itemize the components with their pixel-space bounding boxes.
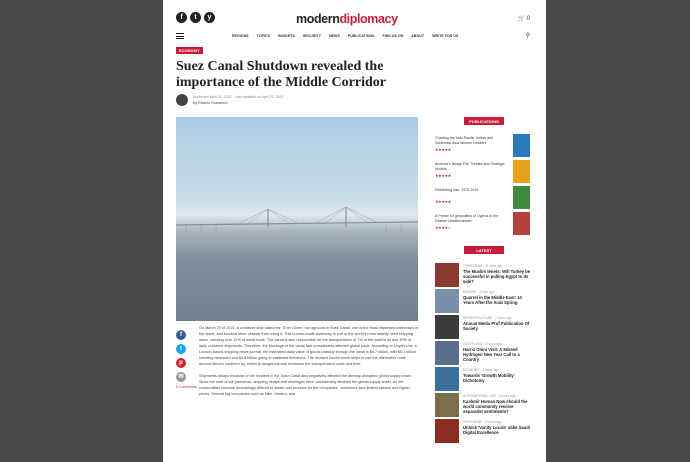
rating-stars: ★★★★★ (435, 173, 451, 178)
publication-title: Charting the Indo-Pacific: Indian and Southeast Asia Women Leaders (435, 136, 494, 145)
latest-title[interactable]: Towards 'Growth Mobility' Dichotomy (463, 373, 515, 383)
latest-thumbnail[interactable] (435, 341, 459, 365)
nav-item[interactable]: REGIONS (232, 34, 249, 38)
latest-thumbnail[interactable] (435, 315, 459, 339)
rating-stars: ★★★★☆ (435, 225, 451, 230)
latest-section (433, 246, 535, 445)
nav-links (232, 34, 458, 38)
latest-thumbnail[interactable] (435, 289, 459, 313)
book-cover[interactable] (513, 212, 530, 235)
latest-meta: ECONOMY · 3 hours ago (463, 368, 500, 372)
latest-item[interactable] (433, 341, 535, 367)
latest-item[interactable] (433, 315, 535, 341)
latest-item[interactable] (433, 393, 535, 419)
publication-item[interactable] (433, 212, 535, 238)
publication-title: America's Bridge Pal: Threats and Strategic Models (435, 162, 505, 171)
category-badge[interactable]: ECONOMY (176, 47, 203, 54)
share-pinterest-icon[interactable]: p (176, 358, 186, 368)
nav-item[interactable]: TOPICS (256, 34, 270, 38)
search-icon[interactable]: ⚲ (525, 33, 530, 39)
sidebar (433, 117, 535, 445)
nav-item[interactable]: ABOUT (411, 34, 425, 38)
latest-item[interactable] (433, 289, 535, 315)
bridge-illustration (176, 205, 418, 235)
site-logo[interactable]: moderndiplomacy (296, 12, 398, 26)
publication-title: A Primer for geopolitics of Cyprus in the Eastern Mediterranean (435, 214, 499, 223)
article-image (176, 117, 418, 321)
web-page (163, 0, 546, 462)
main-nav (163, 32, 546, 42)
nav-item[interactable]: SECURITY (302, 34, 322, 38)
latest-title[interactable]: Unlock 'Vanity Locals' alike Saudi Digital Excellence (463, 425, 530, 435)
latest-title[interactable]: Harris Omni Visit: A Missed Hydrogen New Year Call to a Country (463, 347, 520, 362)
article-body (199, 325, 418, 403)
nav-item[interactable]: INSIGHTS (277, 34, 295, 38)
share-email-icon[interactable]: ✉ (176, 372, 186, 382)
book-cover[interactable] (513, 160, 530, 183)
publication-title: Rethinking Iran: 1979-2019 (435, 188, 479, 192)
latest-meta: INTERNATIONAL LAW · 4 hours ago (463, 394, 516, 398)
book-cover[interactable] (513, 186, 530, 209)
latest-meta: INFRASTRUCTURE · 2 hours ago (463, 316, 512, 320)
share-facebook-icon[interactable]: f (176, 330, 186, 340)
rating-stars: ★★★★★ (435, 147, 451, 152)
latest-meta: TECH NEWS · 4 hours ago (463, 420, 502, 424)
article-title: Suez Canal Shutdown revealed the importance of the Middle Corridor (176, 59, 386, 90)
nav-item[interactable]: PUBLICATIONS (347, 34, 375, 38)
cart-icon[interactable]: 🛒 0 (517, 16, 530, 22)
share-twitter-icon[interactable]: t (176, 344, 186, 354)
latest-heading: LATEST (464, 246, 504, 254)
latest-list (433, 263, 535, 445)
nav-item[interactable]: NEWS (329, 34, 340, 38)
latest-meta: EUROPE · 1 hour ago (463, 290, 495, 294)
latest-thumbnail[interactable] (435, 419, 459, 443)
nav-item[interactable]: WRITE FOR US (432, 34, 459, 38)
publications-list (433, 134, 535, 238)
latest-item[interactable] (433, 419, 535, 445)
nav-item[interactable]: FIND US ON (382, 34, 404, 38)
facebook-icon[interactable]: f (176, 12, 187, 23)
latest-item[interactable] (433, 367, 535, 393)
latest-title[interactable]: The Muslim tenets: Will Turkey be successful in pulling Egypt to its side? (463, 269, 531, 284)
twitter-icon[interactable]: t (190, 12, 201, 23)
author-avatar[interactable] (176, 94, 188, 106)
share-bar (176, 330, 197, 389)
publications-heading: PUBLICATIONS (464, 117, 504, 125)
latest-thumbnail[interactable] (435, 263, 459, 287)
latest-meta: TERRORISM · 31 mins ago (463, 264, 503, 268)
cart-count: 0 (526, 16, 530, 22)
publication-item[interactable] (433, 186, 535, 212)
latest-thumbnail[interactable] (435, 393, 459, 417)
latest-thumbnail[interactable] (435, 367, 459, 391)
latest-item[interactable] (433, 263, 535, 289)
publish-date: Published April 21, 2021 · Last updated on April 21, 2021 (193, 95, 284, 99)
publication-item[interactable] (433, 160, 535, 186)
social-links (176, 12, 215, 23)
latest-meta: SOUTH ASIA · 3 hours ago (463, 342, 502, 346)
latest-title[interactable]: Quarrel in the Middle East: 10 Years After the Arab Spring (463, 295, 522, 305)
article-paragraph: On March 23 of 2021, a container ship called the "Ever Given" ran aground in Suez Canal, one of the most important waterways in the world, and blocked other vessels from using it. This human-made waterway is one of the world's most heavily used shipping lanes, carrying over 12% of world trade. The canal is also responsible for the transportation of 7% of the world's oil and 30% of daily container shipments. Therefore, the blockage of the canal has considerably affected global trade. According to Lloyd's List, a London-based shipping news journal, the estimated daily value of goods passing through the canal is $9.7 billion, with $5.1 billion traveling westward and $4.6 billion going to eastward directions. The incident forced some ships to use the alternative route around Africa's southern tip, which is dangerous and increases the transportation costs and time. (199, 326, 418, 366)
rating-stars: ★★★★★ (435, 199, 451, 204)
youtube-icon[interactable]: y (204, 12, 215, 23)
comments-link[interactable]: 0 Comments (176, 385, 197, 389)
latest-title[interactable]: Kashmir Human Now should the world community resolve separatist sentiments? (463, 399, 528, 414)
book-cover[interactable] (513, 134, 530, 157)
publication-item[interactable] (433, 134, 535, 160)
latest-title[interactable]: Annual Media Prof Publication Of Society (463, 321, 530, 331)
menu-icon[interactable] (176, 33, 184, 41)
top-bar (163, 8, 546, 28)
author-name[interactable]: By Eldaniz Gusseinov (193, 101, 228, 105)
article-paragraph: Shipments delays because of the incident in the Suez Canal also negatively affected the already-disrupted global supply chain. Since the start of the pandemic, shipping delays and shortages have considerably strained the global supply chain. As the commodities become increasingly difficult to obtain and produce for the companies, customers face limited options and higher prices. Several big companies such as Nike, Hasbro, and (199, 374, 412, 396)
